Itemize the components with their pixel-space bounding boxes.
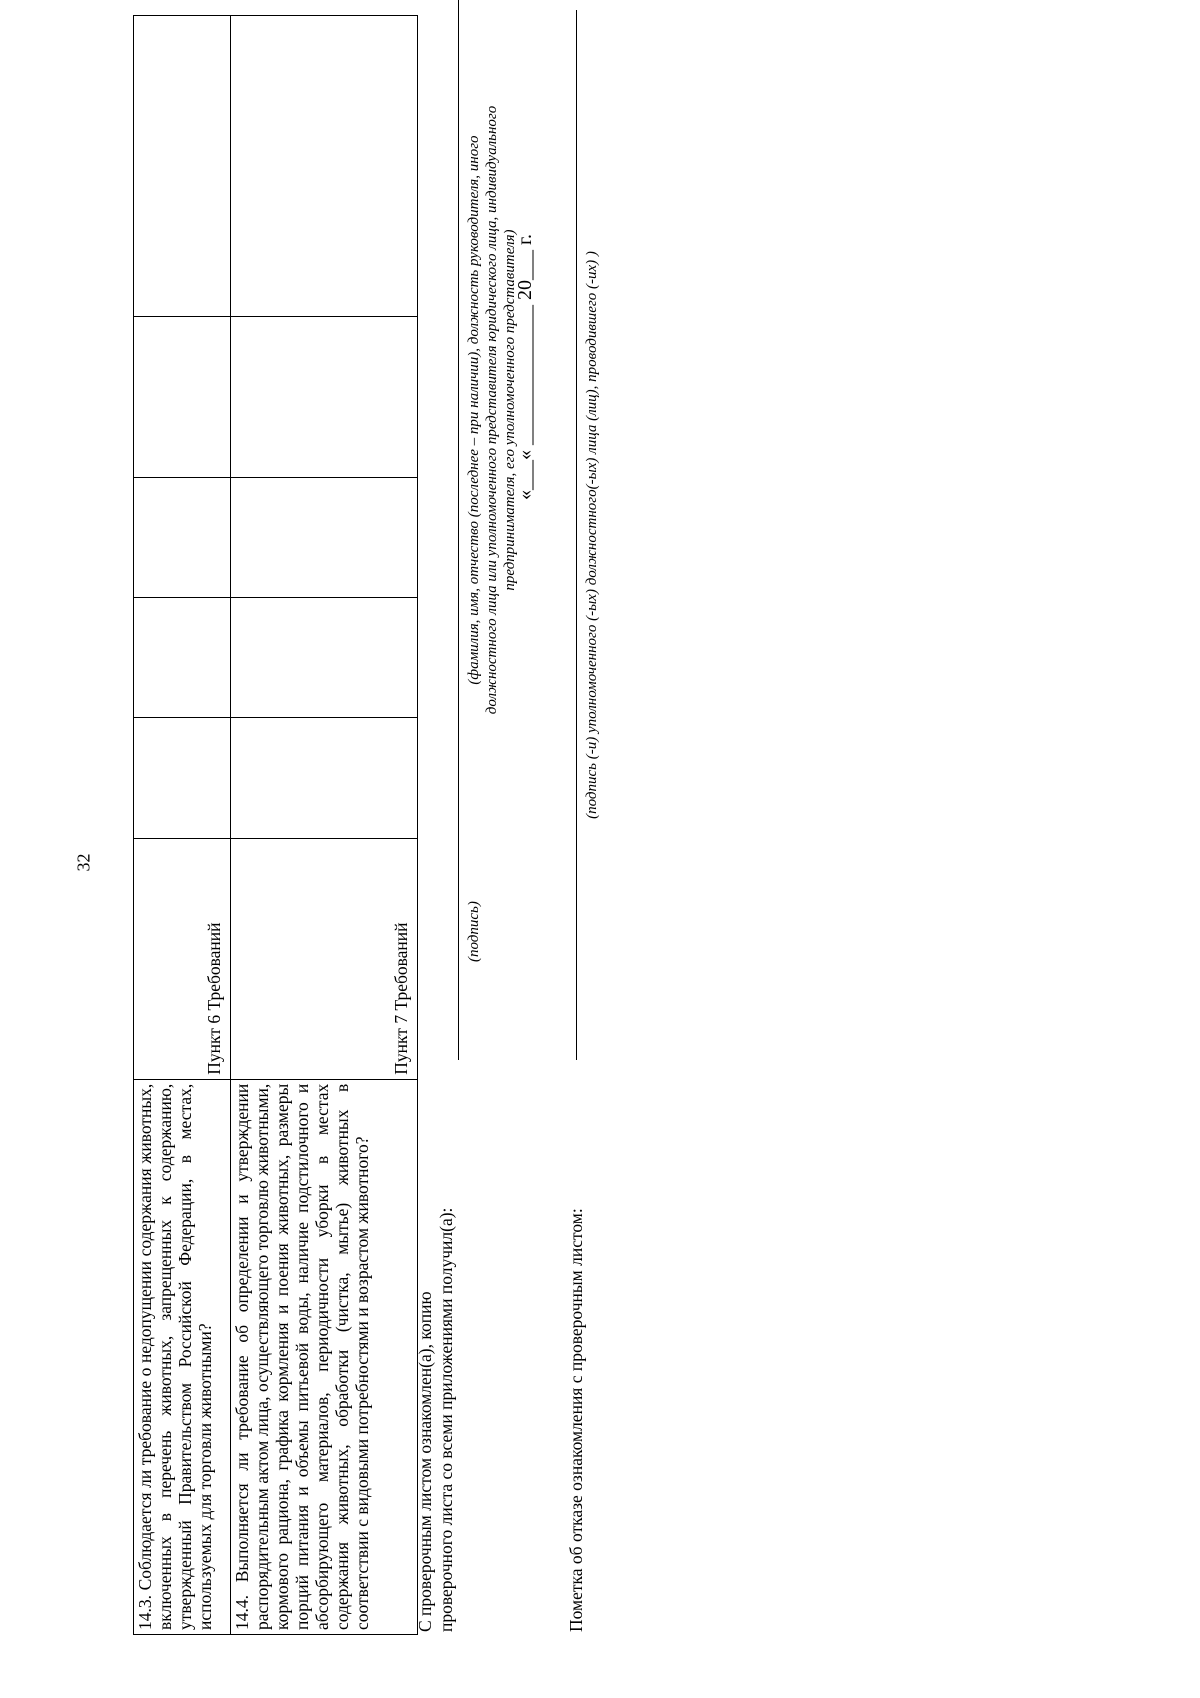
answer-cell xyxy=(134,477,231,597)
signature-caption: (подпись) xyxy=(466,901,482,962)
answer-cell xyxy=(231,598,418,718)
fio-caption-line: предпринимателя, его уполномоченного представителя) xyxy=(502,229,518,591)
answer-cell xyxy=(231,718,418,838)
acknowledgement-text xyxy=(415,1208,457,1632)
question-cell: 14.3. Соблюдается ли требование о недопущении содержания животных, включенных в перечень животных, запрещенных к содержанию, утвержденный Правительством Российской Федерации, в местах, используемых для торговли животными? xyxy=(134,1079,231,1634)
refusal-note: Пометка об отказе ознакомления с проверочным листом: xyxy=(566,1208,586,1632)
page-number: 32 xyxy=(73,853,94,872)
inspector-caption: (подпись (-и) уполномоченного (-ых) должностного(-ых) лица (лиц), проводившего (-их) ) xyxy=(584,251,600,819)
acknowledgement-line: С проверочным листом ознакомлен(а), копию xyxy=(415,1291,435,1632)
answer-cell xyxy=(134,718,231,838)
answer-cell xyxy=(231,477,418,597)
rotated-page-content xyxy=(133,10,793,1680)
note-cell xyxy=(134,16,231,317)
fio-caption-line: (фамилия, имя, отчество (последнее – при наличии), должность руководителя, иного xyxy=(466,135,482,685)
fio-caption xyxy=(465,30,519,790)
reference-cell: Пункт 7 Требований xyxy=(231,838,418,1079)
fio-caption-line: должностного лица или уполномоченного представителя юридического лица, индивидуального xyxy=(484,105,500,715)
table-row xyxy=(231,16,418,1635)
note-cell xyxy=(231,16,418,317)
date-field: «___« ______________ 20___ г. xyxy=(514,234,536,500)
acknowledgement-line: проверочного листа со всеми приложениями получил(а): xyxy=(436,1207,456,1632)
table-row xyxy=(134,16,231,1635)
answer-cell xyxy=(134,317,231,478)
inspector-signature-line xyxy=(576,10,577,1060)
question-cell: 14.4. Выполняется ли требование об определении и утверждении распорядительным актом лица, осуществляющего торговлю животными, кормового рациона, графика кормления и поения животных, размеры порций питания и объемы питьевой воды, наличие подстилочного и абсорбирующего материалов, периодичности уборки в местах содержания животных, обработки (чистка, мытье) животных в соответствии с видовыми потребностями и возрастом животного? xyxy=(231,1079,418,1634)
reference-cell: Пункт 6 Требований xyxy=(134,838,231,1079)
answer-cell xyxy=(231,317,418,478)
signature-line xyxy=(458,0,459,1060)
answer-cell xyxy=(134,598,231,718)
checklist-table xyxy=(133,15,418,1635)
